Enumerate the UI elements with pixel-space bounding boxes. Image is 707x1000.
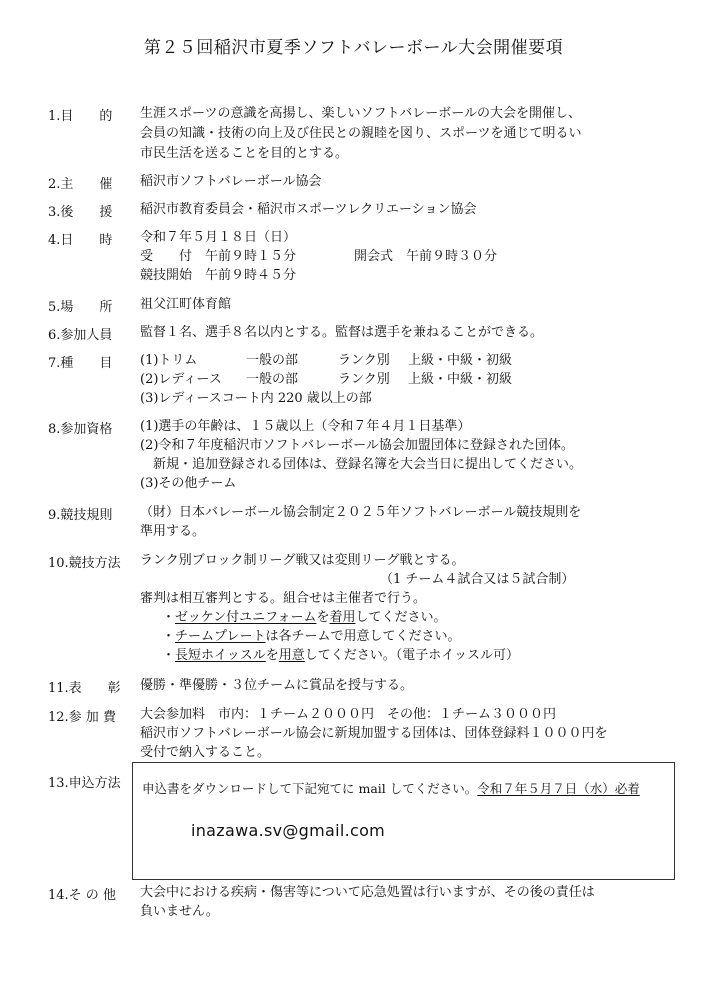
application-instruction bbox=[142, 779, 640, 797]
section-label: 5.場 所 bbox=[48, 300, 113, 315]
fee-line-2: 稲沢市ソフトバレーボール協会に新規加盟する団体は、団体登録料１０００円を bbox=[140, 726, 608, 741]
support-text: 稲沢市教育委員会・稲沢市スポーツレクリエーション協会 bbox=[140, 202, 477, 217]
bullet-mark: ・ bbox=[162, 648, 176, 663]
start-time: 競技開始 午前９時４５分 bbox=[140, 268, 297, 283]
fee-line-1: 大会参加料 市内：１チーム２０００円 その他：１チーム３０００円 bbox=[140, 707, 557, 722]
underlined-text: チームプレート bbox=[175, 629, 266, 644]
event-name: (1)トリム bbox=[140, 353, 198, 368]
section-label: 14.そ の 他 bbox=[48, 888, 116, 903]
event-division: 一般の部 bbox=[246, 353, 299, 368]
method-bullet-1 bbox=[162, 609, 447, 627]
section-label: 7.種 目 bbox=[48, 356, 113, 371]
reception-time: 受 付 午前９時１５分 bbox=[140, 249, 297, 264]
opening-time: 開会式 午前９時３０分 bbox=[354, 249, 498, 264]
bullet-mark: ・ bbox=[162, 610, 176, 625]
purpose-line-2: 会員の知識・技術の向上及び住民との親睦を図り、スポーツを通じて明るい bbox=[140, 126, 582, 141]
plain-text: を bbox=[316, 610, 330, 625]
rules-line-1: （財）日本バレーボール協会制定２０２５年ソフトバレーボール競技規則を bbox=[140, 505, 582, 520]
event-name: (2)レディース bbox=[140, 372, 222, 387]
event-rank: ランク別 bbox=[338, 372, 390, 387]
underlined-text: 長短ホイッスル bbox=[175, 648, 266, 663]
plain-text: を bbox=[265, 648, 279, 663]
fee-line-3: 受付で納入すること。 bbox=[140, 745, 271, 760]
section-label: 3.後 援 bbox=[48, 205, 113, 220]
event-levels: 上級・中級・初級 bbox=[408, 372, 513, 387]
section-label: 2.主 催 bbox=[48, 177, 113, 192]
eligibility-line-3: 新規・追加登録される団体は、登録名簿を大会当日に提出してください。 bbox=[153, 457, 583, 472]
underlined-text: 用意 bbox=[278, 648, 305, 663]
other-line-2: 負いません。 bbox=[140, 904, 219, 919]
method-line-1: ランク別ブロック制リーグ戦又は変則リーグ戦とする。 bbox=[140, 553, 465, 568]
event-extra: (3)レディースコート内 220 歳以上の部 bbox=[140, 391, 372, 406]
eligibility-line-2: (2)令和７年度稲沢市ソフトバレーボール協会加盟団体に登録された団体。 bbox=[140, 438, 574, 453]
method-bullet-3 bbox=[162, 647, 519, 665]
bullet-mark: ・ bbox=[162, 629, 176, 644]
section-label: 1.目 的 bbox=[48, 109, 113, 124]
method-line-3: 審判は相互審判とする。組合せは主催者で行う。 bbox=[140, 591, 427, 606]
organizer-text: 稲沢市ソフトバレーボール協会 bbox=[140, 174, 322, 189]
eligibility-line-1: (1)選手の年齢は、１５歳以上（令和７年４月１日基準） bbox=[140, 419, 471, 434]
section-label: 8.参加資格 bbox=[48, 422, 113, 437]
rules-line-2: 準用する。 bbox=[140, 524, 206, 539]
other-line-1: 大会中における疾病・傷害等について応急処置は行いますが、その後の責任は bbox=[140, 885, 595, 900]
section-label: 9.競技規則 bbox=[48, 508, 113, 523]
participants-text: 監督１名、選手８名以内とする。監督は選手を兼ねることができる。 bbox=[140, 325, 544, 340]
venue-text: 祖父江町体育館 bbox=[140, 297, 232, 312]
section-label: 6.参加人員 bbox=[48, 328, 113, 343]
section-label: 4.日 時 bbox=[48, 233, 113, 248]
eligibility-line-4: (3)その他チーム bbox=[140, 476, 237, 491]
method-line-2: （1 チーム４試合又は５試合制） bbox=[380, 572, 575, 587]
section-label: 12.参 加 費 bbox=[48, 710, 116, 725]
method-bullet-2 bbox=[162, 628, 461, 646]
deadline-text: 令和７年５月７日（水）必着 bbox=[477, 781, 640, 796]
event-division: 一般の部 bbox=[246, 372, 299, 387]
underlined-text: ゼッケン付ユニフォーム bbox=[175, 610, 317, 625]
section-label: 10.競技方法 bbox=[48, 556, 121, 571]
email-address[interactable]: inazawa.sv@gmail.com bbox=[191, 821, 386, 840]
awards-text: 優勝・準優勝・３位チームに賞品を授与する。 bbox=[140, 678, 414, 693]
underlined-text: 着用 bbox=[329, 610, 356, 625]
section-label: 13.申込方法 bbox=[48, 776, 121, 791]
page-title: 第２５回稲沢市夏季ソフトバレーボール大会開催要項 bbox=[143, 38, 564, 58]
purpose-line-1: 生涯スポーツの意識を高揚し、楽しいソフトバレーボールの大会を開催し、 bbox=[140, 106, 581, 121]
event-levels: 上級・中級・初級 bbox=[408, 353, 513, 368]
event-rank: ランク別 bbox=[338, 353, 390, 368]
plain-text: してください。 bbox=[355, 610, 447, 625]
instruction-text: 申込書をダウンロードして下記宛てに mail してください。 bbox=[142, 781, 478, 796]
application-box bbox=[132, 762, 675, 880]
plain-text: は各チームで用意してください。 bbox=[265, 629, 461, 644]
plain-text: してください。（電子ホイッスル可） bbox=[304, 648, 520, 663]
section-label: 11.表 彰 bbox=[48, 681, 121, 696]
event-date: 令和７年５月１８日（日） bbox=[140, 230, 297, 245]
purpose-line-3: 市民生活を送ることを目的とする。 bbox=[140, 146, 349, 161]
